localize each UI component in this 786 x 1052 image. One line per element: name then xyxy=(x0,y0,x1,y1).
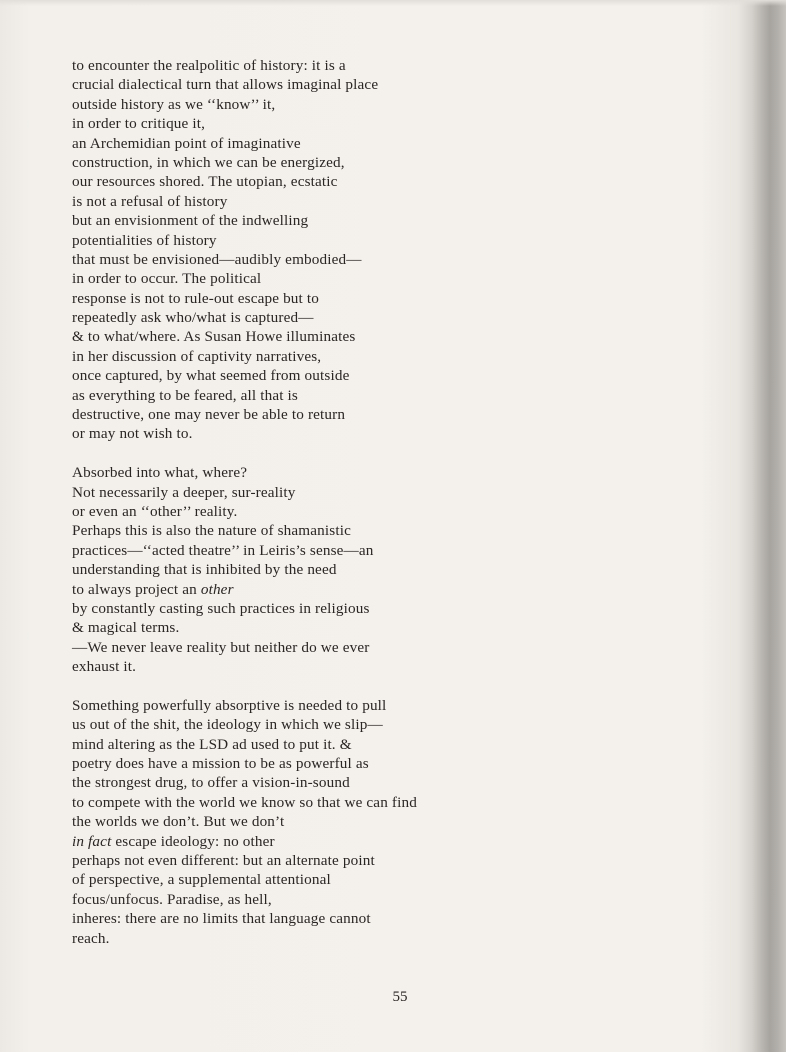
text-line: construction, in which we can be energized, xyxy=(72,153,345,171)
text-line: in her discussion of captivity narratives, xyxy=(72,347,322,365)
text-line: poetry does have a mission to be as powerful as xyxy=(72,755,369,773)
text-line: or may not wish to. xyxy=(72,425,193,443)
text-line: Something powerfully absorptive is needed to pull xyxy=(72,696,387,714)
text-line: & magical terms. xyxy=(72,619,180,637)
page-number: 55 xyxy=(392,989,408,1005)
text-line: potentialities of history xyxy=(72,231,217,249)
text-line: Perhaps this is also the nature of shamanistic xyxy=(72,522,351,540)
text-line: response is not to rule-out escape but to xyxy=(72,289,319,307)
text-line: exhaust it. xyxy=(72,658,137,676)
text-line: destructive, one may never be able to return xyxy=(72,406,346,424)
text-line: focus/unfocus. Paradise, as hell, xyxy=(72,890,272,908)
text-line: —We never leave reality but neither do we ever xyxy=(72,638,370,656)
text-line: in order to critique it, xyxy=(72,115,206,133)
stanza-2 xyxy=(72,463,532,676)
text-line: reach. xyxy=(72,929,110,947)
text-line: an Archemidian point of imaginative xyxy=(72,134,301,152)
text-line: once captured, by what seemed from outside xyxy=(72,367,350,385)
line-text: escape ideology: no other xyxy=(111,832,275,850)
page-top-edge xyxy=(0,0,786,6)
text-line: or even an ‘‘other’’ reality. xyxy=(72,502,238,520)
text-line: in order to occur. The political xyxy=(72,270,262,288)
text-line: repeatedly ask who/what is captured— xyxy=(72,309,314,327)
text-line: Not necessarily a deeper, sur-reality xyxy=(72,483,296,501)
text-line: the strongest drug, to offer a vision-in-sound xyxy=(72,774,350,792)
text-line: is not a refusal of history xyxy=(72,192,228,210)
text-line-with-italic xyxy=(72,832,532,851)
text-line: that must be envisioned—audibly embodied— xyxy=(72,250,362,268)
italic-word: other xyxy=(200,580,234,598)
text-line: crucial dialectical turn that allows imaginal place xyxy=(72,76,379,94)
text-line: us out of the shit, the ideology in which we slip— xyxy=(72,716,383,734)
text-line: as everything to be feared, all that is xyxy=(72,386,298,404)
stanza-1 xyxy=(72,56,532,444)
text-line: to encounter the realpolitic of history: it is a xyxy=(72,57,346,74)
text-line: practices—‘‘acted theatre’’ in Leiris’s sense—an xyxy=(72,541,374,559)
text-line: & to what/where. As Susan Howe illuminates xyxy=(72,328,356,346)
text-line: perhaps not even different: but an alternate point xyxy=(72,852,375,870)
text-line: understanding that is inhibited by the need xyxy=(72,561,337,579)
text-line-with-italic xyxy=(72,580,532,599)
text-line: inheres: there are no limits that language cannot xyxy=(72,910,371,928)
text-line: to compete with the world we know so that we can find xyxy=(72,793,417,811)
line-text: to always project an xyxy=(72,580,201,598)
text-line: our resources shored. The utopian, ecstatic xyxy=(72,173,338,191)
text-line: mind altering as the LSD ad used to put it. & xyxy=(72,735,352,753)
poem-text xyxy=(72,56,532,967)
text-line: but an envisionment of the indwelling xyxy=(72,212,309,230)
text-line: outside history as we ‘‘know’’ it, xyxy=(72,95,276,113)
stanza-3 xyxy=(72,696,532,948)
italic-phrase: in fact xyxy=(72,832,112,850)
text-line: by constantly casting such practices in religious xyxy=(72,599,370,617)
text-line: the worlds we don’t. But we don’t xyxy=(72,813,285,831)
text-line: of perspective, a supplemental attentional xyxy=(72,871,331,889)
text-line: Absorbed into what, where? xyxy=(72,464,248,482)
